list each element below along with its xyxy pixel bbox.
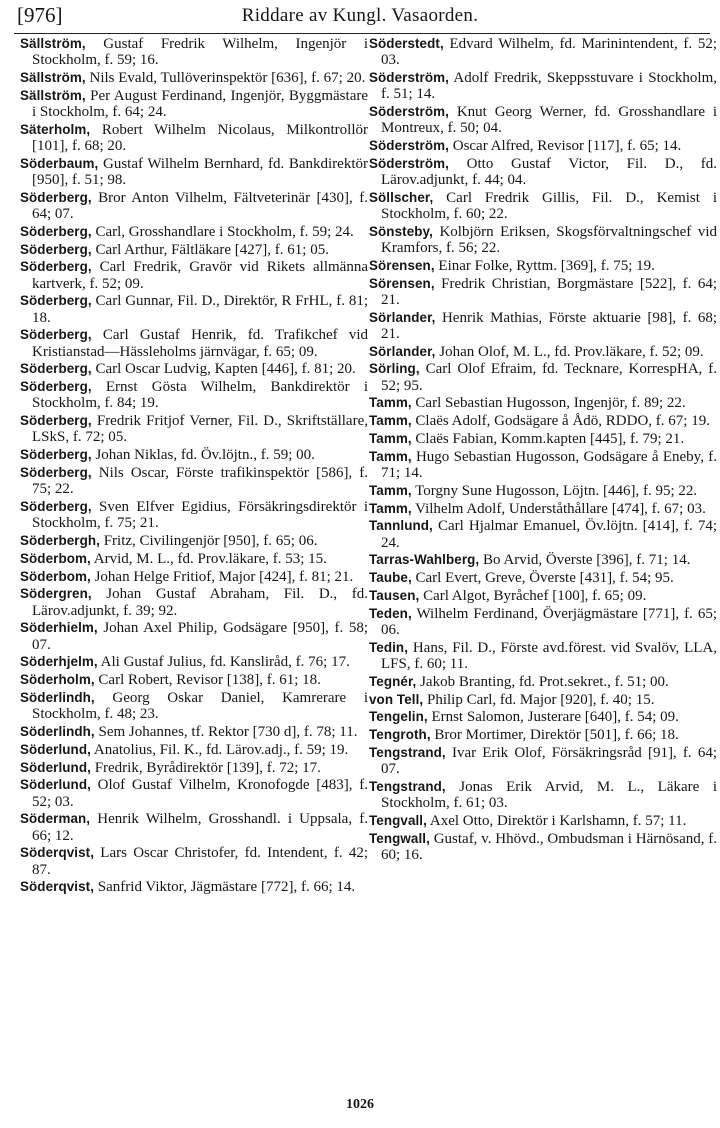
page-header [0, 0, 720, 30]
entry-details: Carl Sebastian Hugosson, Ingenjör, f. 89; 22. [411, 395, 686, 412]
register-entry [20, 259, 368, 291]
register-entry [369, 361, 717, 393]
register-entry [369, 190, 717, 222]
register-entry [20, 413, 368, 445]
entry-details: Otto Gustaf Victor, Fil. D., fd. Lärov.adjunkt, f. 44; 04. [381, 155, 717, 188]
entry-surname: Söderbergh, [20, 532, 100, 548]
entry-details: Ernst Gösta Wilhelm, Bankdirektör i Stockholm, f. 84; 19. [32, 379, 368, 412]
register-entry [369, 224, 717, 256]
register-entry [20, 361, 368, 377]
header-rule [14, 33, 710, 34]
page-title: Riddare av Kungl. Vasaorden. [241, 5, 479, 26]
entry-surname: Söderström, [369, 104, 449, 119]
register-entry [369, 395, 717, 411]
register-entry [369, 310, 717, 342]
entry-surname: Söderberg, [20, 413, 92, 429]
register-entry [369, 779, 717, 811]
entry-surname: von Tell, [369, 691, 424, 707]
entry-surname: Söderqvist, [20, 879, 95, 895]
entry-surname: Tegnér, [369, 673, 417, 689]
entry-details: Johan Gustaf Abraham, Fil. D., fd. Lärov.adjunkt, f. 39; 92. [32, 586, 368, 619]
entry-surname: Tamm, [369, 500, 412, 516]
entry-surname: Söderberg, [20, 327, 92, 343]
entry-details: Axel Otto, Direktör i Karlshamn, f. 57; 11. [426, 812, 687, 829]
right-column [369, 36, 717, 865]
register-entry [20, 845, 368, 877]
entry-details: Carl Algot, Byråchef [100], f. 65; 09. [419, 587, 647, 604]
entry-surname: Tamm, [369, 395, 412, 411]
entry-surname: Sönsteby, [369, 223, 433, 239]
entry-surname: Teden, [369, 605, 412, 621]
register-entry [369, 483, 717, 499]
entry-details: Carl Gustaf Henrik, fd. Trafikchef vid Kristianstad—Hässleholms järnvägar, f. 65; 09. [32, 327, 368, 360]
entry-details: Fredrik Fritjof Verner, Fil. D., Skriftställare, LSkS, f. 72; 05. [32, 413, 368, 446]
entry-details: Gustaf Fredrik Wilhelm, Ingenjör i Stockholm, f. 59; 16. [32, 36, 368, 69]
entry-surname: Sällström, [20, 36, 86, 51]
register-entry [20, 327, 368, 359]
register-entry [20, 724, 368, 740]
entry-surname: Söderström, [369, 138, 449, 153]
register-entry [20, 156, 368, 188]
register-entry [369, 606, 717, 638]
entry-details: Gustaf, v. Hhövd., Ombudsman i Härnösand, f. 60; 16. [381, 830, 717, 863]
register-entry [20, 620, 368, 652]
entry-details: Edvard Wilhelm, fd. Marinintendent, f. 52; 03. [381, 36, 717, 69]
register-entry [20, 70, 368, 86]
register-entry [369, 501, 717, 517]
register-entry [20, 533, 368, 549]
entry-surname: Taube, [369, 570, 412, 586]
register-entry [369, 431, 717, 447]
entry-details: Ernst Salomon, Justerare [640], f. 54; 09. [427, 709, 679, 726]
entry-surname: Söderberg, [20, 293, 92, 309]
entry-surname: Tamm, [369, 448, 412, 464]
entry-surname: Tamm, [369, 413, 412, 429]
entry-surname: Tengwall, [369, 830, 430, 846]
entry-surname: Sörlander, [369, 309, 436, 325]
entry-details: Bror Anton Vilhelm, Fältveterinär [430], f. 64; 07. [32, 189, 368, 222]
entry-details: Carl Robert, Revisor [138], f. 61; 18. [94, 672, 321, 689]
entry-details: Johan Niklas, fd. Öv.löjtn., f. 59; 00. [91, 447, 315, 464]
register-entry [369, 156, 717, 188]
register-entry [369, 36, 717, 68]
entry-surname: Söderman, [20, 811, 91, 827]
entry-details: Kolbjörn Eriksen, Skogsförvaltningschef vid Kramfors, f. 56; 22. [381, 223, 717, 256]
entry-details: Torgny Sune Hugosson, Löjtn. [446], f. 95; 22. [411, 482, 698, 499]
entry-surname: Sörling, [369, 361, 420, 377]
entry-details: Philip Carl, fd. Major [920], f. 40; 15. [423, 691, 655, 708]
entry-details: Nils Evald, Tullöverinspektör [636], f. 67; 20. [85, 70, 366, 86]
entry-surname: Söderbom, [20, 568, 91, 584]
register-entry [369, 138, 717, 154]
register-entry [20, 379, 368, 411]
entry-details: Carl Arthur, Fältläkare [427], f. 61; 05. [91, 241, 329, 258]
register-entry [20, 569, 368, 585]
entry-surname: Tamm, [369, 482, 412, 498]
entry-surname: Söderbom, [20, 550, 91, 566]
entry-surname: Söderlindh, [20, 723, 95, 739]
entry-details: Einar Folke, Ryttm. [369], f. 75; 19. [434, 257, 655, 274]
entry-details: Wilhelm Ferdinand, Överjägmästare [771], f. 65; 06. [381, 605, 717, 638]
entry-surname: Söderlund, [20, 759, 91, 775]
register-entry [20, 742, 368, 758]
entry-surname: Södergren, [20, 586, 92, 602]
register-entry [20, 672, 368, 688]
entry-surname: Tengroth, [369, 727, 431, 743]
entry-details: Carl Fredrik Gillis, Fil. D., Kemist i Stockholm, f. 60; 22. [381, 189, 717, 222]
entry-surname: Söderberg, [20, 498, 92, 514]
entry-details: Nils Oscar, Förste trafikinspektör [586], f. 75; 22. [32, 464, 368, 498]
entry-details: Claës Adolf, Godsägare å Ådö, RDDO, f. 67; 19. [411, 413, 710, 430]
register-entry [369, 518, 717, 550]
entry-details: Carl Gunnar, Fil. D., Direktör, R FrHL, f. 81; 18. [32, 293, 368, 326]
register-entry [20, 499, 368, 531]
entry-details: Robert Wilhelm Nicolaus, Milkontrollör [101], f. 68; 20. [32, 121, 368, 154]
entry-surname: Sörensen, [369, 275, 435, 291]
register-entry [20, 465, 368, 497]
register-entry [20, 551, 368, 567]
entry-details: Per August Ferdinand, Ingenjör, Byggmästare i Stockholm, f. 64; 24. [32, 87, 368, 120]
register-entry [20, 242, 368, 258]
entry-details: Henrik Mathias, Förste aktuarie [98], f. 68; 21. [381, 309, 717, 342]
register-entry [369, 570, 717, 586]
entry-surname: Tengvall, [369, 812, 427, 828]
entry-surname: Söderstedt, [369, 36, 444, 51]
entry-details: Jakob Branting, fd. Prot.sekret., f. 51; 00. [416, 673, 669, 690]
register-entry [369, 344, 717, 360]
register-entry [369, 674, 717, 690]
register-entry [369, 813, 717, 829]
entry-surname: Söderberg, [20, 447, 92, 463]
entry-details: Hugo Sebastian Hugosson, Godsägare å Eneby, f. 71; 14. [381, 448, 717, 481]
entry-surname: Söderberg, [20, 361, 92, 377]
entry-surname: Söderhielm, [20, 620, 98, 636]
entry-details: Ivar Erik Olof, Försäkringsråd [91], f. 64; 07. [381, 744, 717, 778]
entry-details: Johan Helge Fritiof, Major [424], f. 81; 21. [90, 568, 354, 585]
entry-details: Bo Arvid, Överste [396], f. 71; 14. [479, 552, 691, 569]
register-entry [20, 190, 368, 222]
register-entry [20, 586, 368, 618]
register-entry [20, 654, 368, 670]
entry-surname: Söderberg, [20, 259, 92, 275]
entry-surname: Söderholm, [20, 672, 95, 688]
entry-surname: Tengelin, [369, 709, 428, 725]
entry-surname: Sällström, [20, 87, 86, 103]
entry-details: Henrik Wilhelm, Grosshandl. i Uppsala, f. 66; 12. [32, 811, 368, 844]
page-number: 1026 [346, 1097, 374, 1112]
entry-details: Ali Gustaf Julius, fd. Kansliråd, f. 76; 17. [97, 654, 350, 671]
entry-surname: Söderlund, [20, 741, 91, 757]
register-entry [369, 104, 717, 136]
register-entry [20, 811, 368, 843]
register-entry [20, 36, 368, 68]
entry-details: Hans, Fil. D., Förste avd.förest. vid Svalöv, LLA, LFS, f. 60; 11. [381, 639, 717, 672]
page-reference: [976] [17, 3, 63, 27]
entry-details: Georg Oskar Daniel, Kamrerare i Stockholm, f. 48; 23. [32, 689, 368, 723]
entry-details: Knut Georg Werner, fd. Grosshandlare i Montreux, f. 50; 04. [381, 104, 717, 137]
entry-details: Johan Axel Philip, Godsägare [950], f. 58; 07. [32, 620, 368, 653]
entry-surname: Sörlander, [369, 343, 436, 359]
register-entry [369, 588, 717, 604]
register-entry [20, 777, 368, 809]
register-entry [369, 413, 717, 429]
register-entry [20, 690, 368, 722]
entry-details: Fredrik Christian, Borgmästare [522], f. 64; 21. [381, 275, 717, 308]
entry-surname: Söllscher, [369, 189, 434, 205]
entry-details: Bror Mortimer, Direktör [501], f. 66; 18. [430, 727, 679, 744]
entry-details: Carl Fredrik, Gravör vid Rikets allmänna kartverk, f. 52; 09. [32, 259, 368, 292]
entry-surname: Söderhjelm, [20, 654, 98, 670]
entry-details: Carl, Grosshandlare i Stockholm, f. 59; 24. [91, 223, 354, 240]
register-entry [369, 831, 717, 863]
entry-surname: Söderlund, [20, 777, 91, 793]
entry-surname: Söderberg, [20, 379, 92, 395]
register-entry [369, 745, 717, 777]
entry-surname: Tedin, [369, 639, 409, 655]
register-entry [20, 293, 368, 325]
entry-details: Sanfrid Viktor, Jägmästare [772], f. 66; 14. [94, 879, 356, 896]
entry-surname: Söderqvist, [20, 845, 95, 861]
entry-details: Olof Gustaf Vilhelm, Kronofogde [483], f. 52; 03. [32, 777, 368, 810]
entry-details: Adolf Fredrik, Skeppsstuvare i Stockholm, f. 51; 14. [381, 70, 717, 103]
entry-surname: Söderberg, [20, 223, 92, 239]
entry-surname: Söderlindh, [20, 689, 95, 705]
entry-surname: Tannlund, [369, 518, 433, 534]
entry-details: Carl Hjalmar Emanuel, Öv.löjtn. [414], f. 74; 24. [381, 518, 717, 551]
entry-details: Sven Elfver Egidius, Försäkringsdirektör i Stockholm, f. 75; 21. [32, 498, 368, 532]
entry-surname: Tengstrand, [369, 778, 446, 794]
entry-details: Claës Fabian, Komm.kapten [445], f. 79; 21. [411, 430, 685, 447]
register-entry [20, 879, 368, 895]
entry-details: Anatolius, Fil. K., fd. Lärov.adj., f. 59; 19. [90, 741, 349, 758]
entry-surname: Söderberg, [20, 464, 92, 480]
entry-details: Vilhelm Adolf, Underståthållare [474], f. 67; 03. [411, 500, 706, 517]
entry-surname: Söderberg, [20, 189, 92, 205]
register-entry [20, 122, 368, 154]
entry-details: Arvid, M. L., fd. Prov.läkare, f. 53; 15. [90, 550, 327, 567]
entry-details: Gustaf Wilhelm Bernhard, fd. Bankdirektör [950], f. 51; 98. [32, 155, 368, 188]
entry-surname: Sörensen, [369, 257, 435, 273]
entry-details: Jonas Erik Arvid, M. L., Läkare i Stockholm, f. 61; 03. [381, 778, 717, 812]
register-entry [369, 70, 717, 102]
entry-surname: Tarras-Wahlberg, [369, 552, 480, 568]
entry-details: Oscar Alfred, Revisor [117], f. 65; 14. [448, 138, 682, 154]
register-entry [369, 709, 717, 725]
register-entry [369, 692, 717, 708]
left-column [20, 36, 368, 897]
entry-details: Lars Oscar Christofer, fd. Intendent, f. 42; 87. [32, 845, 368, 878]
entry-details: Fredrik, Byrådirektör [139], f. 72; 17. [90, 759, 321, 776]
entry-surname: Söderbaum, [20, 155, 99, 171]
entry-surname: Sällström, [20, 70, 86, 85]
register-entry [369, 258, 717, 274]
register-entry [369, 552, 717, 568]
register-entry [369, 449, 717, 481]
entry-surname: Söderberg, [20, 241, 92, 257]
register-entry [369, 640, 717, 672]
entry-details: Fritz, Civilingenjör [950], f. 65; 06. [99, 532, 318, 549]
register-entry [20, 760, 368, 776]
entry-surname: Säterholm, [20, 121, 91, 137]
entry-details: Johan Olof, M. L., fd. Prov.läkare, f. 52; 09. [435, 343, 704, 360]
entry-surname: Söderström, [369, 70, 449, 85]
register-entry [20, 224, 368, 240]
entry-surname: Tengstrand, [369, 744, 446, 760]
entry-details: Carl Evert, Greve, Överste [431], f. 54; 95. [411, 570, 674, 587]
entry-surname: Söderström, [369, 155, 449, 171]
register-entry [20, 447, 368, 463]
entry-surname: Tausen, [369, 587, 420, 603]
entry-surname: Tamm, [369, 430, 412, 446]
entry-details: Sem Johannes, tf. Rektor [730 d], f. 78; 11. [94, 723, 358, 740]
register-entry [369, 727, 717, 743]
entry-details: Carl Oscar Ludvig, Kapten [446], f. 81; 20. [91, 361, 356, 378]
register-entry [369, 276, 717, 308]
entry-details: Carl Olof Efraim, fd. Tecknare, KorrespHA, f. 52; 95. [381, 361, 717, 394]
register-entry [20, 88, 368, 120]
